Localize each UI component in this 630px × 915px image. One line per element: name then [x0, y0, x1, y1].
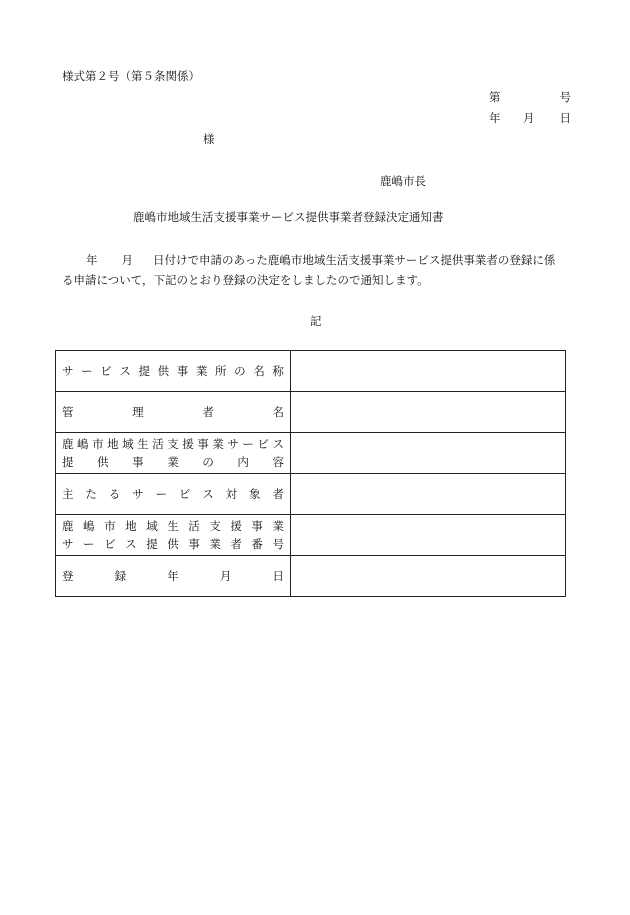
label-line: 主 た る サ ー ビ ス 対 象 者: [62, 487, 284, 501]
body-text: 日付けで申請のあった鹿嶋市地域生活支援事業サービス提供事業者の登録に係る申請について，下記のとおり登録の決定をしましたので通知します。: [62, 253, 556, 287]
label-line: 鹿 嶋 市 地 域 生 活 支 援 事 業 サ ー ビ ス: [62, 437, 284, 451]
label-line: サ ー ビ ス 提 供 事 業 所 の 名 称: [62, 364, 284, 378]
table-row: [56, 392, 566, 433]
form-number: 様式第２号（第５条関係）: [62, 69, 200, 83]
label-line: 提 供 事 業 の 内 容: [62, 455, 284, 469]
document-title: 鹿嶋市地域生活支援事業サービス提供事業者登録決定通知書: [133, 210, 444, 224]
table-row: [56, 474, 566, 515]
label-line: 登 録 年 月 日: [62, 569, 284, 583]
table-row-label: [56, 392, 291, 433]
table-row-value: [291, 515, 566, 556]
date-year: 年: [489, 111, 501, 125]
table-row-label: [56, 515, 291, 556]
date-month: 月: [523, 111, 535, 125]
table-row: [56, 433, 566, 474]
sender-name: 鹿嶋市長: [380, 174, 426, 188]
table-row-value: [291, 556, 566, 597]
table-row-value: [291, 433, 566, 474]
number-suffix: 号: [559, 90, 571, 104]
body-month: 月: [121, 253, 133, 267]
addressee-suffix: 様: [203, 132, 215, 146]
table-row: [56, 556, 566, 597]
registration-table: [55, 350, 566, 597]
label-line: 鹿 嶋 市 地 域 生 活 支 援 事 業: [62, 519, 284, 533]
date-day: 日: [559, 111, 571, 125]
table-row-value: [291, 392, 566, 433]
table-row-label: [56, 556, 291, 597]
table-row: [56, 351, 566, 392]
table-row-value: [291, 474, 566, 515]
table-row-label: [56, 433, 291, 474]
table-row: [56, 515, 566, 556]
label-line: サ ー ビ ス 提 供 事 業 者 番 号: [62, 537, 284, 551]
ki-heading: 記: [310, 314, 322, 328]
body-year: 年: [86, 253, 98, 267]
notice-body: [62, 250, 566, 290]
table-row-label: [56, 351, 291, 392]
table-row-value: [291, 351, 566, 392]
label-line: 管 理 者 名: [62, 405, 284, 419]
number-prefix: 第: [489, 90, 501, 104]
table-row-label: [56, 474, 291, 515]
